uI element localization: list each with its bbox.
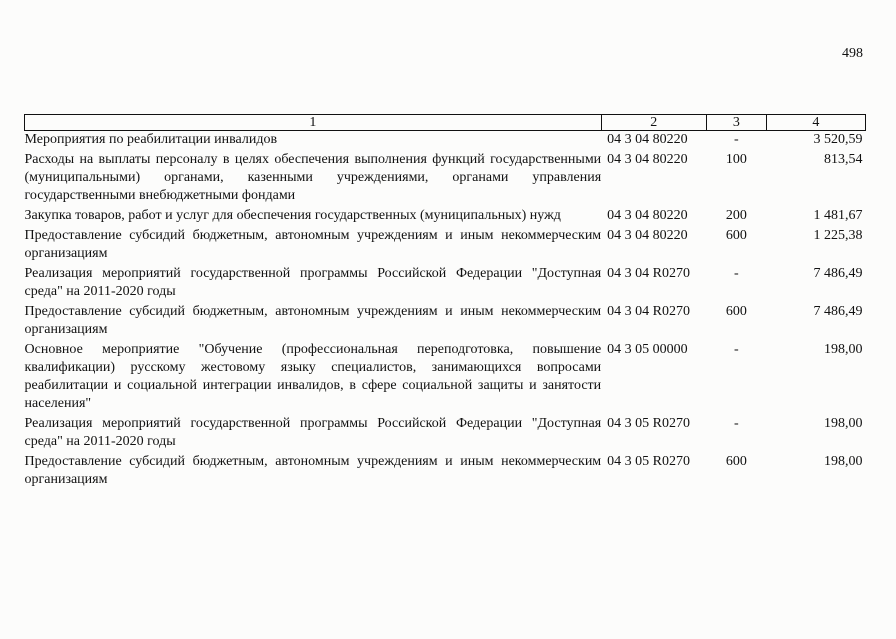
row-type: 600	[725, 228, 747, 243]
row-type: -	[733, 342, 739, 357]
column-header-2: 2	[601, 115, 706, 131]
row-amount: 813,54	[824, 152, 863, 167]
row-amount: 3 520,59	[813, 132, 863, 147]
page-number: 498	[842, 46, 863, 61]
row-code: 04 3 05 00000	[607, 342, 688, 357]
row-type: -	[733, 132, 739, 147]
column-header-3: 3	[706, 115, 766, 131]
table-row	[25, 207, 866, 227]
table-row	[25, 131, 866, 152]
row-type: -	[733, 416, 739, 431]
row-type: 600	[725, 454, 747, 469]
table-row	[25, 303, 866, 341]
row-code: 04 3 04 R0270	[607, 304, 691, 319]
column-header-4: 4	[766, 115, 865, 131]
table-row	[25, 453, 866, 491]
row-amount: 198,00	[824, 416, 863, 431]
row-code: 04 3 04 R0270	[607, 266, 691, 281]
row-amount: 1 225,38	[813, 228, 863, 243]
row-name: Закупка товаров, работ и услуг для обеспечения государственных (муниципальных) нужд	[24, 208, 561, 223]
table-row	[25, 227, 866, 265]
budget-table	[24, 114, 866, 491]
row-code: 04 3 04 80220	[607, 132, 688, 147]
row-amount: 1 481,67	[813, 208, 863, 223]
row-type: 600	[725, 304, 747, 319]
row-name: Предоставление субсидий бюджетным, автономным учреждениям и иным некоммерческим организациям	[24, 454, 602, 487]
row-code: 04 3 05 R0270	[607, 416, 691, 431]
row-type: -	[733, 266, 739, 281]
row-amount: 198,00	[824, 454, 863, 469]
column-header-1: 1	[25, 115, 602, 131]
row-code: 04 3 04 80220	[607, 208, 688, 223]
table-row	[25, 265, 866, 303]
table-row	[25, 415, 866, 453]
row-amount: 198,00	[824, 342, 863, 357]
row-amount: 7 486,49	[813, 266, 863, 281]
table-row	[25, 341, 866, 415]
row-amount: 7 486,49	[813, 304, 863, 319]
row-code: 04 3 04 80220	[607, 152, 688, 167]
row-name: Реализация мероприятий государственной программы Российской Федерации "Доступная среда" на 2011-2020 годы	[24, 416, 602, 449]
table-header-row	[25, 115, 866, 131]
row-type: 100	[725, 152, 747, 167]
row-type: 200	[725, 208, 747, 223]
row-code: 04 3 04 80220	[607, 228, 688, 243]
row-name: Основное мероприятие "Обучение (профессиональная переподготовка, повышение квалификации) русскому жестовому языку специалистов, занимающихся вопросами реабилитации и социальной интеграции инвалидов, в сфере социальной защиты и занятости населения"	[24, 342, 602, 411]
row-name: Предоставление субсидий бюджетным, автономным учреждениям и иным некоммерческим организациям	[24, 304, 602, 337]
row-name: Расходы на выплаты персоналу в целях обеспечения выполнения функций государственными (муниципальными) органами, казенными учреждениями, органами управления государственными внебюджетными фондами	[24, 152, 602, 203]
row-name: Реализация мероприятий государственной программы Российской Федерации "Доступная среда" на 2011-2020 годы	[24, 266, 602, 299]
row-name: Мероприятия по реабилитации инвалидов	[24, 132, 278, 147]
row-code: 04 3 05 R0270	[607, 454, 691, 469]
row-name: Предоставление субсидий бюджетным, автономным учреждениям и иным некоммерческим организациям	[24, 228, 602, 261]
table-row	[25, 151, 866, 207]
